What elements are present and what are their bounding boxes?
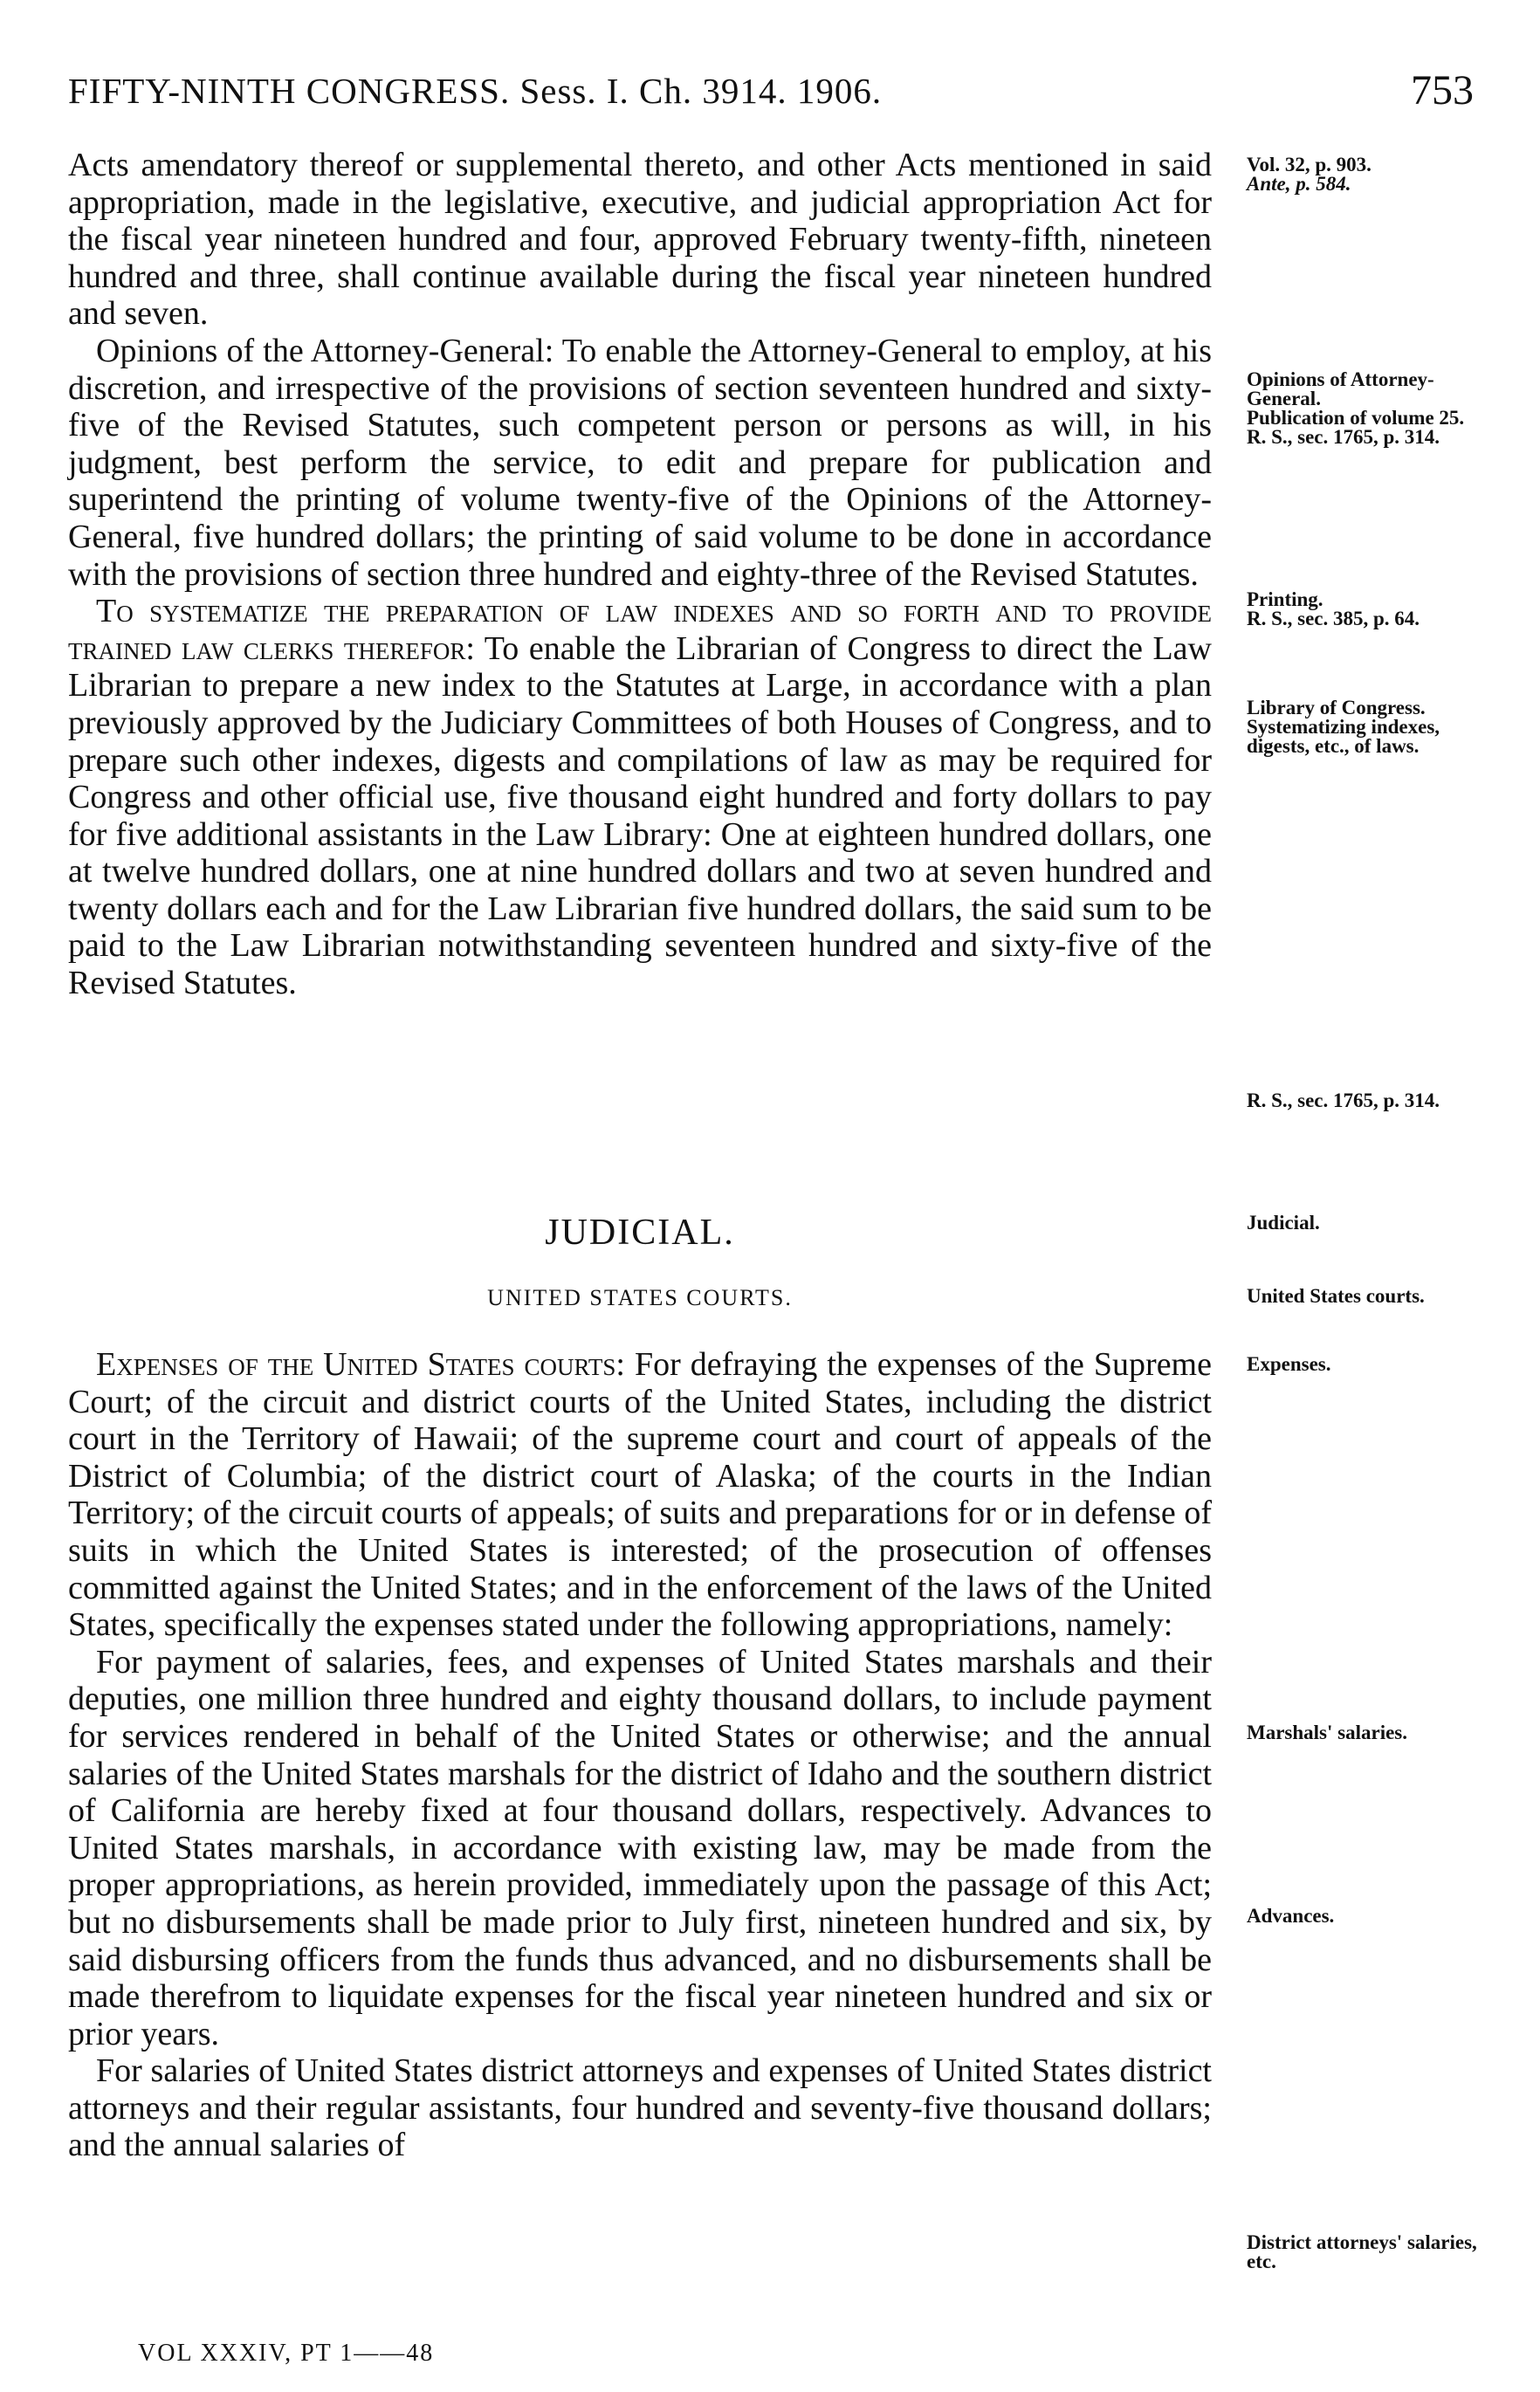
signature-mark: VOL XXXIV, PT 1——48: [138, 2340, 435, 2367]
margin-note-library: [1247, 698, 1478, 756]
margin-note-line: R. S., sec. 1765, p. 314.: [1247, 426, 1440, 448]
page-header: [68, 67, 1474, 122]
paragraph-lead-caps: To systematize the preparation of law indexes and so forth and to provide trained law clerks therefor:: [68, 593, 1212, 667]
paragraph-law-indexes: [68, 593, 1212, 1002]
paragraph-opinions: Opinions of the Attorney-General: To enable the Attorney-General to employ, at his discretion, and irrespective of the provisions of section seventeen hundred and sixty-five of the Revised Statutes, such competent person or persons as will, in his judgment, best perform the service, to edit and prepare for publication and superintend the printing of volume twenty-five of the Opinions of the Attorney-General, five hundred dollars; the printing of said volume to be done in accordance with the provisions of section three hundred and eighty-three of the Revised Statutes.: [68, 332, 1212, 593]
margin-note-expenses: Expenses.: [1247, 1353, 1331, 1375]
margin-note-printing: [1247, 590, 1478, 629]
margin-note-line: R. S., sec. 385, p. 64.: [1247, 608, 1420, 629]
margin-note-line: Systematizing indexes, digests, etc., of laws.: [1247, 716, 1440, 757]
section-heading-judicial: JUDICIAL.: [545, 1213, 735, 1253]
margin-note-line: Opinions of Attorney-General.: [1247, 368, 1434, 409]
paragraph-marshals: For payment of salaries, fees, and expenses of United States marshals and their deputies, one million three hundred and eighty thousand dollars, to include payment for services rendered in behalf of the United States or otherwise; and the annual salaries of the United States marshals for the district of Idaho and the southern district of California are hereby fixed at four thousand dollars, respectively. Advances to United States marshals, in accordance with existing law, may be made from the proper appropriations, as herein provided, immediately upon the passage of this Act; but no disbursements shall be made prior to July first, nineteen hundred and six, by said disbursing officers from the funds thus advanced, and no disbursements shall be made therefrom to liquidate expenses for the fiscal year nineteen hundred and six or prior years.: [68, 1643, 1212, 2052]
body-text-upper: [68, 147, 1212, 1002]
body-text-lower: [68, 1346, 1212, 2164]
paragraph-text: For defraying the expenses of the Supreme Court; of the circuit and district courts of the United States, including the district court in the Territory of Hawaii; of the supreme court and court of appeals of the District of Columbia; of the district court of Alaska; of the courts in the Indian Territory; of the circuit courts of appeals; of suits and preparations for or in defense of suits in which the United States is interested; of the prosecution of offenses committed against the United States; and in the enforcement of the laws of the United States, specifically the expenses stated under the following appropriations, namely:: [68, 1346, 1212, 1644]
subheading-united-states-courts: UNITED STATES COURTS.: [487, 1285, 793, 1310]
margin-note-marshals: Marshals' salaries.: [1247, 1722, 1407, 1743]
margin-note-advances: Advances.: [1247, 1905, 1335, 1927]
paragraph-district-attorneys: For salaries of United States district attorneys and expenses of United States district attorneys and their regular assistants, four hundred and seventy-five thousand dollars; and the annual salaries of: [68, 2052, 1212, 2164]
margin-note-rs1765b: R. S., sec. 1765, p. 314.: [1247, 1089, 1440, 1111]
margin-note-line: Printing.: [1247, 588, 1323, 610]
margin-note-opinions: [1247, 370, 1478, 447]
running-title: FIFTY-NINTH CONGRESS. Sess. I. Ch. 3914. 1906.: [68, 71, 883, 111]
paragraph-lead-caps: Expenses of the United States courts:: [96, 1346, 625, 1383]
margin-note-district-attorneys: District attorneys' salaries, etc.: [1247, 2231, 1477, 2272]
margin-note-vol32: [1247, 155, 1478, 194]
margin-note-line: Library of Congress.: [1247, 697, 1426, 718]
paragraph-continuation: Acts amendatory thereof or supplemental thereto, and other Acts mentioned in said appropriation, made in the legislative, executive, and judicial appropriation Act for the fiscal year nineteen hundred and four, approved February twenty-fifth, nineteen hundred and three, shall continue available during the fiscal year nineteen hundred and seven.: [68, 147, 1212, 333]
margin-note-line: Publication of volume 25.: [1247, 407, 1465, 429]
margin-note-line: Vol. 32, p. 903.: [1247, 154, 1372, 175]
page-number: 753: [1411, 67, 1474, 113]
paragraph-court-expenses: [68, 1346, 1212, 1644]
paragraph-text: To enable the Librarian of Congress to direct the Law Librarian to prepare a new index to the Statutes at Large, in accordance with a plan previously approved by the Judiciary Committees of both Houses of Congress, and to prepare such other indexes, digests and compilations of law as may be required for Congress and other official use, five thousand eight hundred and forty dollars to pay for five additional assistants in the Law Library: One at eighteen hundred dollars, one at twelve hundred dollars, one at nine hundred dollars and two at seven hundred and twenty dollars each and for the Law Librarian five hundred dollars, the said sum to be paid to the Law Librarian notwithstanding seventeen hundred and sixty-five of the Revised Statutes.: [68, 629, 1212, 1002]
margin-note-judicial: Judicial.: [1247, 1212, 1320, 1234]
margin-note-us-courts: United States courts.: [1247, 1285, 1425, 1307]
margin-note-line: Ante, p. 584.: [1247, 173, 1351, 195]
